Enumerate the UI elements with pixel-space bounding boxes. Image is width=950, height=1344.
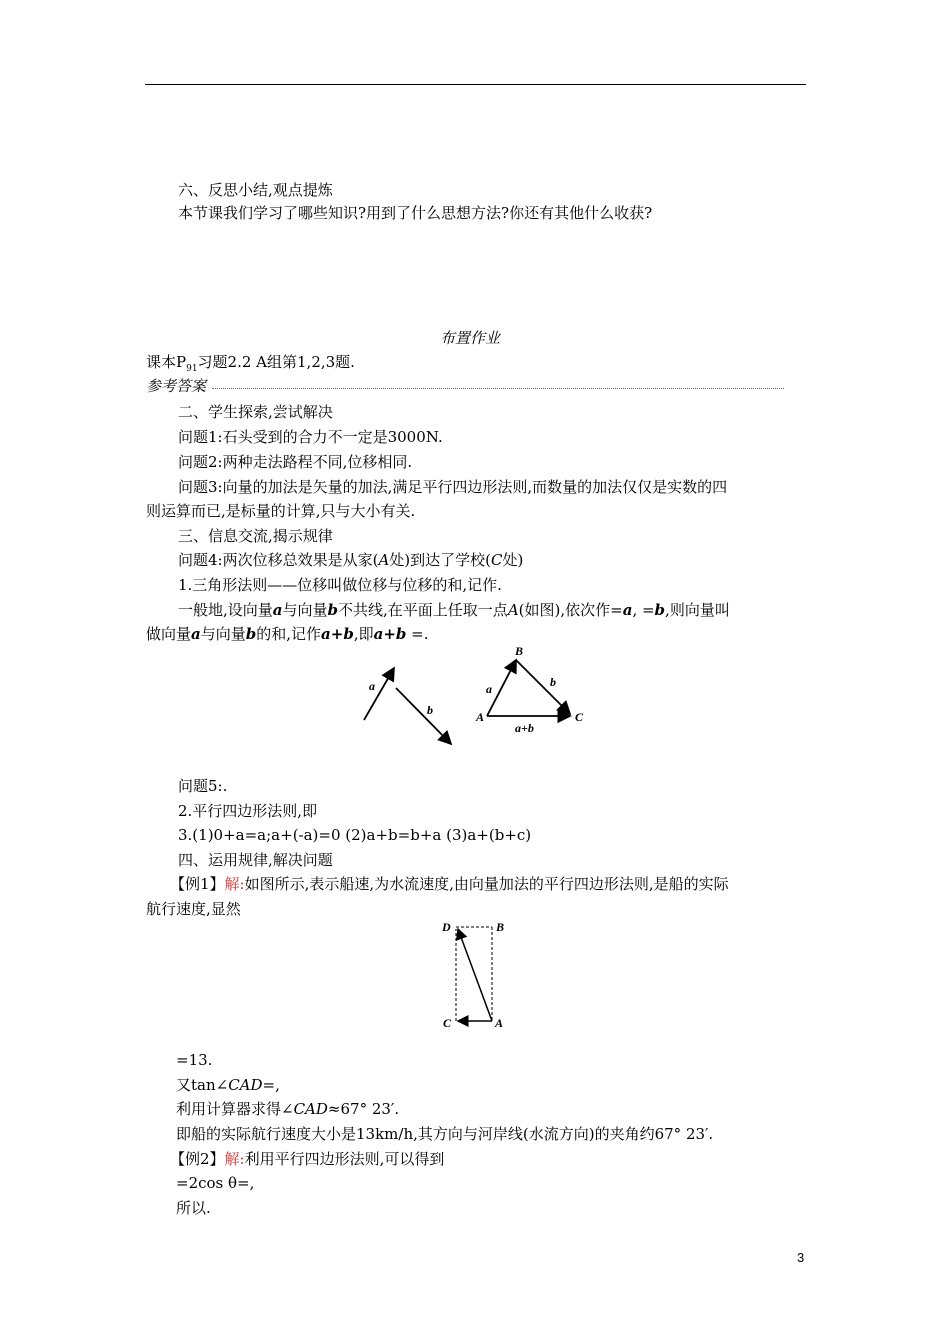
triangle-b-arrow xyxy=(516,660,570,714)
answers-title: 参考答案 xyxy=(146,377,207,395)
homework-title: 布置作业 xyxy=(440,329,501,347)
q2-text: 问题2:两种走法路程不同,位移相同. xyxy=(178,453,413,471)
rule3-text: 3.(1)0+a=a;a+(-a)=0 (2)a+b=b+a (3)a+(b+c) xyxy=(178,826,532,844)
example1-line2: 航行速度,显然 xyxy=(146,900,241,918)
s3-heading: 三、信息交流,揭示规律 xyxy=(178,527,333,545)
rule1-text: 1.三角形法则——位移叫做位移与位移的和,记作. xyxy=(178,576,502,594)
s2-heading: 二、学生探索,尝试解决 xyxy=(178,403,333,421)
final-line: 所以. xyxy=(176,1199,211,1217)
point-C-label: C xyxy=(443,1016,452,1030)
point-B-label: B xyxy=(496,920,505,934)
vector-a-arrow xyxy=(364,668,394,720)
q5-text: 问题5:. xyxy=(178,777,228,795)
boat-velocity-figure xyxy=(438,915,518,1033)
point-A-label: A xyxy=(476,710,485,724)
point-D-label: D xyxy=(442,920,451,934)
triangle-a-label: a xyxy=(486,682,492,696)
answers-dotted-rule xyxy=(212,388,784,389)
page-number: 3 xyxy=(797,1250,805,1265)
homework-line: 课本$P_{91}$习题2.2 A组第1,2,3题. xyxy=(146,353,355,374)
q3-text-line1: 问题3:向量的加法是矢量的加法,满足平行四边形法则,而数量的加法仅仅是实数的四 xyxy=(178,478,728,496)
rule2-text: 2.平行四边形法则,即 xyxy=(178,802,318,820)
example2-line: 【例2】解:利用平行四边形法则,可以得到 xyxy=(170,1150,445,1168)
point-C-label: C xyxy=(575,710,584,724)
vector-b-label: b xyxy=(427,703,433,717)
q1-text: 问题1:石头受到的合力不一定是3000N. xyxy=(178,428,443,446)
point-B-label: B xyxy=(515,644,524,658)
example1-line1: 【例1】解:如图所示,表示船速,为水流速度,由向量加法的平行四边形法则,是船的实际 xyxy=(170,875,729,893)
vector-triangle-figure xyxy=(355,640,595,750)
point-A-label: A xyxy=(495,1016,504,1030)
equation-13: =13. xyxy=(176,1051,213,1069)
paragraph-line1: 一般地,设向量a与向量b不共线,在平面上任取一点A(如图),依次作=a, =b,则向量叫 xyxy=(178,601,730,619)
equation-cos: =2cos θ=, xyxy=(176,1174,255,1192)
section6-heading: 六、反思小结,观点提炼 xyxy=(178,181,333,199)
actual-velocity-arrow xyxy=(458,929,492,1021)
section6-text: 本节课我们学习了哪些知识?用到了什么思想方法?你还有其他什么收获? xyxy=(178,204,653,222)
conclusion-line: 即船的实际航行速度大小是13km/h,其方向与河岸线(水流方向)的夹角约67° 23′. xyxy=(176,1125,714,1143)
vector-b-arrow xyxy=(396,688,451,744)
q3-text-line2: 则运算而已,是标量的计算,只与大小有关. xyxy=(146,502,416,520)
header-rule xyxy=(145,84,806,85)
vector-a-label: a xyxy=(369,679,375,693)
triangle-b-label: b xyxy=(550,675,556,689)
triangle-sum-label: a+b xyxy=(515,721,534,735)
paragraph-line2: 做向量a与向量b的和,记作a+b,即a+b =. xyxy=(146,625,429,643)
q4-text: 问题4:两次位移总效果是从家(A处)到达了学校(C处) xyxy=(178,551,524,569)
s4-heading: 四、运用规律,解决问题 xyxy=(178,851,333,869)
calculator-line: 利用计算器求得∠CAD≈67° 23′. xyxy=(176,1100,400,1118)
tan-line: 又tan∠CAD=, xyxy=(176,1076,280,1094)
